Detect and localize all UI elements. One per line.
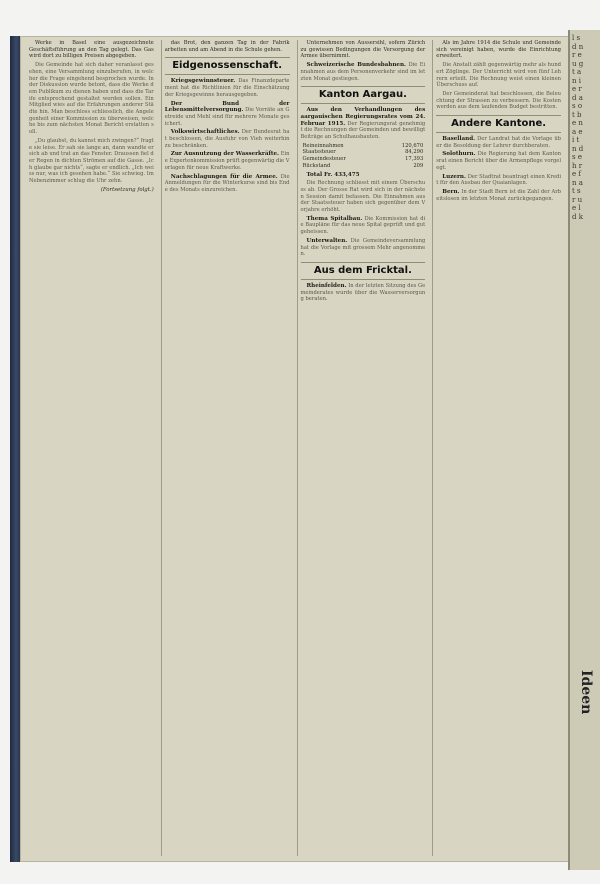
col3-article (301, 283, 426, 303)
col2-article (165, 129, 290, 149)
col2-article (165, 101, 290, 128)
article-text: Die Einnahmen aus dem Personenverkehr sind im letzten Monat gestiegen. (300, 62, 426, 82)
column-4 (432, 40, 564, 856)
col3-article (301, 107, 426, 141)
table-label: Rückstand (302, 162, 331, 169)
article-text: Der Bundesrat hat beschlossen, die Ausfuhr von Vieh weiterhin zu beschränken. (164, 129, 290, 149)
article-text: Die Regierung hat dem Kantonsrat einen Bericht über die Armenpflege vorgelegt. (436, 151, 561, 171)
table-value: 84,290 (405, 149, 424, 156)
col1-story: „Du glaubst, du kannst mich zwingen?“ fragte sie leise. Er sah sie lange an, dann wandte er sich ab und trat an das Fenster. Draussen fiel der Regen in dichten Strömen auf die Gasse. „Ich glaube gar nichts“, sagte er endlich. „Ich weiss nur, was ich gesehen habe.“ Sie schwieg. Im Nebenzimmer schlug die Uhr zehn. (29, 137, 154, 185)
col4-article (436, 189, 561, 202)
article-title: Bern. (442, 188, 460, 195)
article-title: Der Bund der Lebensmittelversorgung. (164, 100, 290, 114)
heading-kanton-aargau: Kanton Aargau. (301, 86, 426, 104)
col1-body: Die Gemeinde hat sich daher veranlasst gesehen, eine Versammlung einzuberufen, in welcher die Frage eingehend besprochen wurde. In der Diskussion wurde betont, dass die Werke dem Publikum zu dienen haben und dass die Tarife entsprechend gestaltet werden sollen. Ein Mitglied wies auf die Erfahrungen anderer Städte hin. Man beschloss schliesslich, die Angelegenheit einer Kommission zu überweisen, welche bis zum nächsten Monat Bericht erstatten soll. (29, 62, 154, 136)
article-title: Aus den Verhandlungen des aargauischen Regierungsrates vom 24. Februar 1915. (300, 107, 426, 127)
article-text: Der Regierungsrat genehmigt die Rechnungen der Gemeinden und bewilligt Beiträge an Schulhausbauten. (300, 120, 426, 141)
table-label: Gemeindesteuer (302, 156, 346, 163)
article-text: Das Finanzdepartement hat die Richtlinien für die Einschätzung der Kriegsgewinne herausgegeben. (164, 78, 290, 98)
article-title: Unterwalten. (306, 237, 348, 244)
table-row (301, 163, 426, 170)
col3-article (301, 62, 426, 82)
article-title: Solothurn. (442, 151, 476, 158)
text-columns (26, 40, 564, 856)
column-3 (297, 40, 429, 856)
col3-article (301, 238, 426, 258)
table-value: 209 (413, 162, 424, 169)
continued-note: (Fortsetzung folgt.) (100, 186, 154, 193)
col2-articles (165, 78, 290, 193)
col4-body: Die Anstalt zählt gegenwärtig mehr als hundert Zöglinge. Der Unterricht wird von fünf Lehrern erteilt. Die Rechnung weist einen kleinen Überschuss auf. (436, 62, 561, 89)
col2-article (165, 174, 290, 194)
table-label: Reineinnahmen (302, 142, 344, 149)
article-text: Die Kommission hat die Baupläne für das neue Spital geprüft und gutgeheissen. (300, 215, 426, 236)
article-text: Eine Expertenkommission prüft gegenwärtig die Vorlagen für neue Kraftwerke. (164, 151, 290, 171)
book-binding (10, 36, 20, 862)
article-text: Die Anmeldungen für die Winterkurse sind bis Ende des Monats einzureichen. (164, 173, 290, 193)
col1-lead: Werke in Basel eine ausgezeichnete Geschäftsführung an den Tag gelegt. Das Gas wird dort zu billigen Preisen abgegeben. (29, 40, 154, 60)
col3-lead: Unternehmen von Aussersihl, sofern Zürich zu gewissen Bedingungen die Versorgung der Armee übernimmt. (300, 40, 426, 60)
figures-table (301, 143, 426, 170)
col2-lead: das Brot, den ganzen Tag in der Fabrik arbeiten und am Abend in die Schule gehen. (164, 40, 290, 53)
article-text: Der Stadtrat beantragt einen Kredit für den Ausbau der Quaianlagen. (436, 173, 562, 187)
article-title: Thema Spitalbau. (306, 215, 363, 222)
article-title: Schweizerische Bundesbahnen. (306, 62, 406, 69)
article-title: Zur Ausnutzung der Wasserkräfte. (170, 151, 279, 158)
table-value: 17,393 (405, 156, 424, 163)
table-row (301, 149, 426, 156)
article-text: Der Landrat hat die Vorlage über die Besoldung der Lehrer durchberaten. (436, 136, 561, 149)
article-text: Die Vorräte an Getreide und Mehl sind für mehrere Monate gesichert. (164, 107, 290, 127)
col4-body: Der Gemeinderat hat beschlossen, die Beleuchtung der Strassen zu verbessern. Die Kosten werden aus dem laufenden Budget bestritten. (436, 90, 561, 111)
article-text: In der letzten Sitzung des Gemeinderates wurde über die Wasserversorgung beraten. (300, 282, 426, 303)
table-row (301, 143, 426, 150)
article-text: In der Stadt Bern ist die Zahl der Arbeitslosen im letzten Monat zurückgegangen. (436, 188, 561, 202)
article-title: Nachschlagungen für die Armee. (170, 173, 278, 180)
table-total: Total Fr. 433,475 (306, 171, 360, 178)
col4-article (436, 151, 561, 171)
table-label: Staatssteuer (302, 149, 336, 156)
article-title: Rheinfelden. (306, 282, 347, 289)
col4-article (436, 174, 561, 187)
column-2 (161, 40, 293, 856)
article-title: Baselland. (442, 136, 476, 143)
facing-page-edge (568, 30, 600, 870)
article-title: Kriegsgewinnsteuer. (170, 78, 236, 85)
article-text: Die Gemeindeversammlung hat die Vorlage mit grossem Mehr angenommen. (300, 237, 426, 258)
table-value: 120,670 (401, 142, 424, 149)
table-row (301, 156, 426, 163)
col4-article (436, 136, 561, 149)
col2-article (165, 151, 290, 171)
col4-lead: Als im Jahre 1914 die Schule und Gemeinde sich vereinigt haben, wurde die Einrichtung erweitert. (436, 40, 561, 60)
heading-eidgenossenschaft: Eidgenossenschaft. (165, 57, 290, 75)
column-1 (26, 40, 157, 856)
heading-aus-dem-fricktal: Aus dem Fricktal. (301, 262, 426, 280)
facing-page-headline: Ideen (578, 670, 594, 715)
newspaper-page (20, 36, 570, 862)
col3-body: Die Rechnung schliesst mit einem Überschuss ab. Der Grosse Rat wird sich in der nächsten Session damit befassen. Die Einnahmen aus der Staatssteuer haben sich gegenüber dem Vorjahre erhöht. (300, 180, 426, 214)
article-title: Volkswirtschaftliches. (170, 129, 240, 136)
article-title: Luzern. (442, 173, 466, 180)
col2-article (165, 78, 290, 98)
heading-andere-kantone: Andere Kantone. (436, 115, 561, 133)
col3-article (301, 216, 426, 236)
facing-page-text: l s d n r e u g t a n i e r d a s o t b e n a e i t n d s e h r e f n a t s r u e l d k (572, 34, 584, 221)
